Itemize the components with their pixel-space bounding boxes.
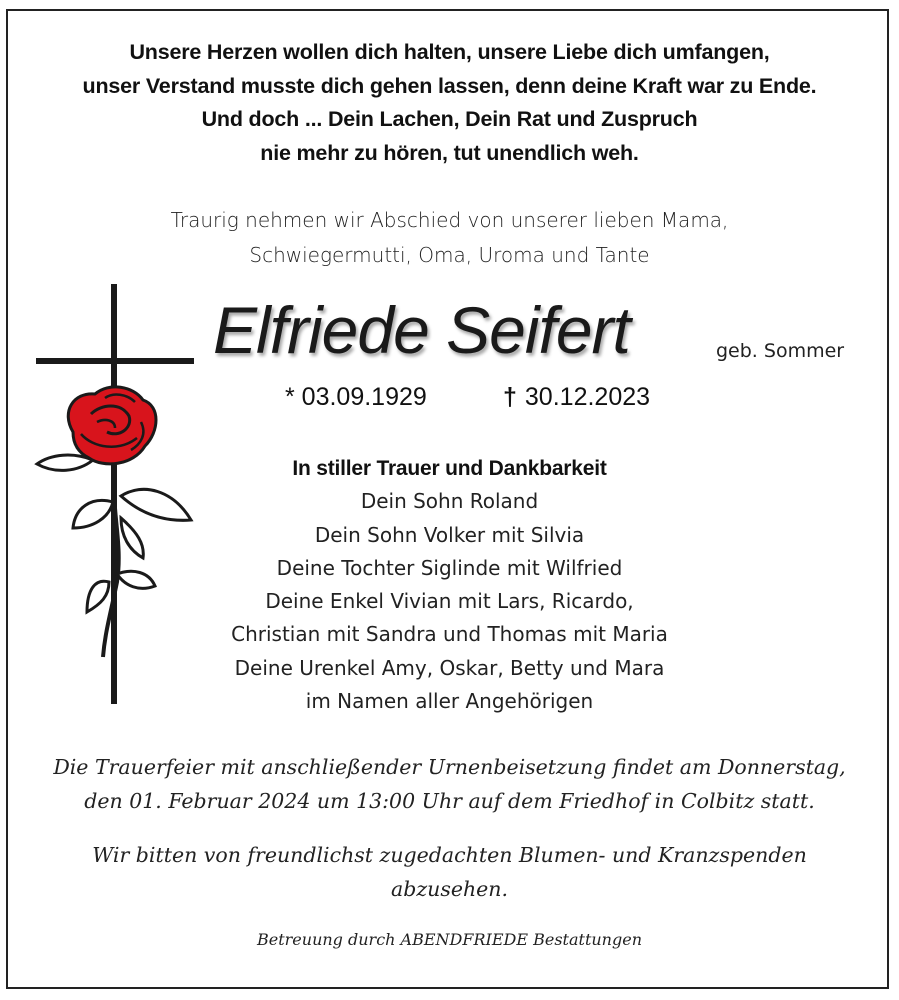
death-date: 30.12.2023: [524, 383, 651, 411]
mourner-line: Christian mit Sandra und Thomas mit Maria: [231, 622, 668, 647]
request-line: Wir bitten von freundlichst zugedachten Blumen- und Kranzspenden: [92, 843, 807, 867]
poem-line: nie mehr zu hören, tut unendlich weh.: [260, 140, 639, 165]
poem-line: Und doch ... Dein Lachen, Dein Rat und Zuspruch: [201, 107, 698, 131]
request-line: abzusehen.: [390, 876, 509, 901]
funeral-service-notice: [0, 751, 899, 818]
farewell-intro: [0, 203, 899, 273]
mourners-list: [0, 452, 899, 718]
birth-date: * 03.09.1929: [285, 383, 427, 411]
death-cross-icon: †: [503, 383, 517, 411]
funeral-home-credit: Betreuung durch ABENDFRIEDE Bestattungen: [256, 930, 642, 949]
mourner-line: im Namen aller Angehörigen: [305, 689, 594, 714]
flower-request-notice: [0, 839, 899, 906]
mourner-line: Deine Enkel Vivian mit Lars, Ricardo,: [265, 589, 634, 614]
death-date-row: [503, 383, 650, 412]
mourner-line: Deine Tochter Siglinde mit Wilfried: [276, 555, 623, 580]
mourners-heading: In stiller Trauer und Dankbarkeit: [292, 457, 607, 480]
service-line: den 01. Februar 2024 um 13:00 Uhr auf dem Friedhof in Colbitz statt.: [84, 788, 815, 813]
intro-line: Schwiegermutti, Oma, Uroma und Tante: [249, 243, 650, 267]
memorial-poem: [0, 36, 899, 170]
mourner-line: Dein Sohn Volker mit Silvia: [314, 522, 585, 547]
deceased-name: Elfriede Seifert: [213, 293, 630, 367]
mourner-line: Dein Sohn Roland: [360, 489, 539, 514]
intro-line: Traurig nehmen wir Abschied von unserer lieben Mama,: [170, 208, 729, 232]
birth-name: geb. Sommer: [716, 340, 845, 362]
mourner-line: Deine Urenkel Amy, Oskar, Betty und Mara: [234, 655, 665, 680]
service-line: Die Trauerfeier mit anschließender Urnenbeisetzung findet am Donnerstag,: [53, 755, 846, 779]
poem-line: unser Verstand musste dich gehen lassen, denn deine Kraft war zu Ende.: [82, 73, 817, 98]
poem-line: Unsere Herzen wollen dich halten, unsere Liebe dich umfangen,: [129, 40, 770, 64]
